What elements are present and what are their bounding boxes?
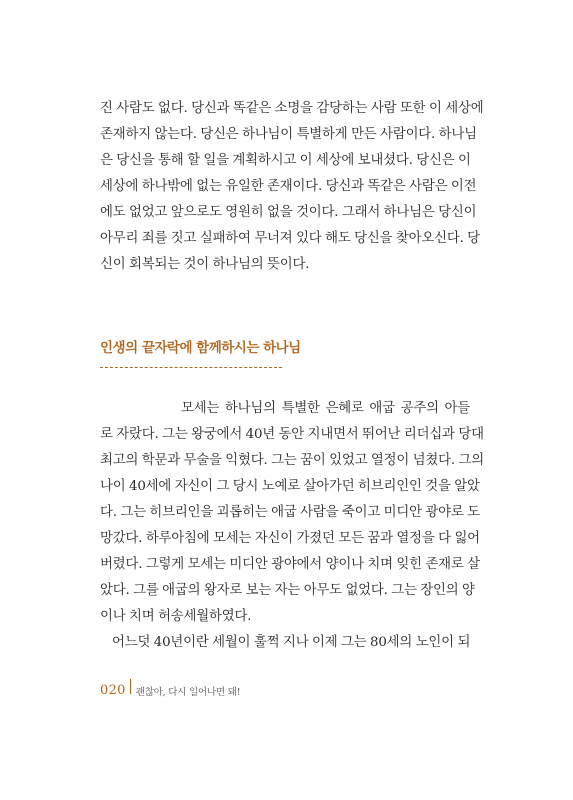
top-paragraph bbox=[100, 96, 484, 278]
paragraph-line: 아무리 죄를 짓고 실패하여 무너져 있다 해도 당신을 찾아오신다. 당 bbox=[100, 231, 480, 246]
page-number: 020 bbox=[100, 683, 126, 698]
paragraph-line: 다. 그는 히브리인을 괴롭히는 애굽 사람을 죽이고 미디안 광야로 도 bbox=[100, 505, 480, 520]
paragraph-line: 에도 없었고 앞으로도 영원히 없을 것이다. 그래서 하나님은 당신이 bbox=[100, 205, 477, 220]
main-paragraph bbox=[100, 396, 484, 656]
paragraph-line: 어느덧 40년이란 세월이 훌쩍 지나 이제 그는 80세의 노인이 되 bbox=[112, 635, 471, 650]
paragraph-line: 이나 치며 허송세월하였다. bbox=[100, 609, 252, 624]
section-heading-underline bbox=[100, 367, 282, 368]
paragraph-line: 로 자랐다. 그는 왕궁에서 40년 동안 지내면서 뛰어난 리더십과 당대 bbox=[100, 427, 484, 442]
paragraph-line: 나이 40세에 자신이 그 당시 노예로 살아가던 히브리인인 것을 알았 bbox=[100, 479, 480, 494]
footer-separator bbox=[130, 679, 131, 694]
paragraph-line: 존재하지 않는다. 당신은 하나님이 특별하게 만든 사람이다. 하나님 bbox=[100, 127, 477, 142]
paragraph-line: 은 당신을 통해 할 일을 계획하시고 이 세상에 보내셨다. 당신은 이 bbox=[100, 153, 471, 168]
paragraph-line: 모세는 하나님의 특별한 은혜로 애굽 공주의 아들 bbox=[181, 401, 470, 416]
paragraph-line: 최고의 학문과 무술을 익혔다. 그는 꿈이 있었고 열정이 넘쳤다. 그의 bbox=[100, 453, 484, 468]
section-heading: 인생의 끝자락에 함께하시는 하나님 bbox=[100, 340, 301, 356]
page-footer bbox=[100, 683, 240, 698]
paragraph-line: 신이 회복되는 것이 하나님의 뜻이다. bbox=[100, 257, 310, 272]
paragraph-line: 망갔다. 하루아침에 모세는 자신이 가졌던 모든 꿈과 열정을 다 잃어 bbox=[100, 531, 480, 546]
paragraph-line: 았다. 그를 애굽의 왕자로 보는 자는 아무도 없었다. 그는 장인의 양 bbox=[100, 583, 475, 598]
paragraph-line: 진 사람도 없다. 당신과 똑같은 소명을 감당하는 사람 또한 이 세상에 bbox=[100, 101, 484, 116]
book-title: 괜찮아, 다시 일어나면 돼! bbox=[135, 686, 241, 698]
paragraph-line: 세상에 하나밖에 없는 유일한 존재이다. 당신과 똑같은 사람은 이전 bbox=[100, 179, 477, 194]
paragraph-line: 버렸다. 그렇게 모세는 미디안 광야에서 양이나 치며 잊힌 존재로 살 bbox=[100, 557, 480, 572]
